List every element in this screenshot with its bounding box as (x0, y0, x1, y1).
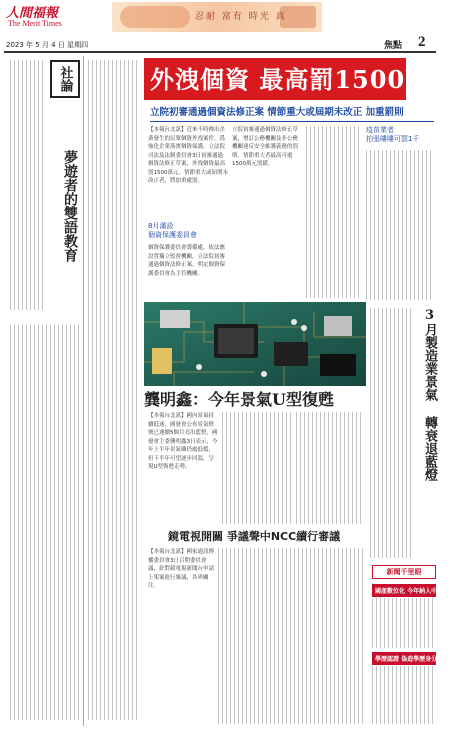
headline-rule (150, 121, 434, 122)
story3-headline: 鏡電視開關 爭議聲中NCC續行審議 (168, 530, 341, 543)
story2-paragraph: 【本報台北訊】國內景氣持續低迷，國發會公布景氣燈號已連續5個月亮出藍燈，國發會主委龔明鑫3日表示，今年上半年景氣雖仍處低檔，但下半年可望逐步回溫，呈現U型復甦走勢。 (148, 413, 218, 471)
dateline: 2023 年 5 月 4 日 星期四 (6, 41, 89, 49)
right-column-text (370, 308, 412, 558)
main-story-subhead-2: 疫苗業者 拍張嘍嘍可罰1千 (366, 126, 420, 144)
newspaper-logo: 人間福報 (6, 6, 59, 21)
main-story-paragraph-3: 立院初審通過個資法修正草案，增訂公務機關及非公務機關違反安全維護義務的罰則，情節重大者最高可處1500萬元罰鍰。 (232, 127, 299, 168)
circuit-board-photo (144, 302, 366, 386)
newspaper-logo-en: The Merit Times (8, 19, 62, 28)
main-story-paragraph-1: 【本報台北訊】近來不時傳出企業發生的民眾個資外洩案件，爲強化企業落實個資保護，立法院司法及法制委員會3日初審通過個資法修正草案，外洩個資最高罰1500萬元，情節重大或屆期未改正者，將加重處罰。 (148, 127, 228, 185)
main-headline: 外洩個資 最高罰1500萬元 (150, 65, 456, 94)
main-story-right-text (366, 150, 434, 300)
news-item-1-text (372, 598, 436, 648)
story2-headline: 龔明鑫：今年景氣U型復甦 (144, 390, 334, 409)
news-item-2-text (372, 666, 436, 724)
right-vertical-headline: 3月製造業景氣 轉衰退藍燈 (422, 308, 437, 481)
main-story-text-col (306, 126, 362, 298)
circuit-board-illustration (144, 302, 366, 386)
editorial-badge: 社論 (50, 60, 80, 98)
banner-decoration-left (120, 6, 190, 28)
section-label: 焦點 (384, 41, 403, 51)
editorial-title: 夢遊者的雙語教育 (62, 150, 78, 262)
main-subheadline: 立院初審通過個資法修正案 情節重大或屆期未改正 加重罰則 (150, 107, 404, 118)
news-badge-1: 國產數位化 今年納入中醫藥 (372, 584, 436, 597)
story2-text-col-2 (222, 412, 292, 524)
main-story-paragraph-2: 個資保護委員會籌備處，依法應設置獨立監督機關，立法院初審通過個資法修正案，明定個資保護委員會為主管機關。 (148, 245, 226, 277)
story3-text-block (218, 548, 364, 724)
editorial-text-block-1 (10, 60, 46, 310)
banner-text: 忍耐 富有 時光 真 (195, 12, 287, 22)
page-number: 2 (418, 34, 426, 50)
news-digest-box: 新聞千里眼 (372, 565, 436, 579)
news-badge-2: 學歷認證 偽造學歷身分證將嚴懲 (372, 652, 436, 665)
editorial-text-block-3 (88, 60, 140, 720)
story2-text-col-3 (296, 412, 364, 524)
main-story-subhead-1: 8月滿設 個資保護委員會 (148, 222, 197, 240)
masthead-rule (4, 51, 436, 53)
editorial-text-block-2 (10, 325, 80, 720)
story3-paragraph: 【本報台北訊】國家通訊傳播委員會3日召開委員會議，針對鏡電視新聞台申請上架案進行審議，各界關注。 (148, 549, 215, 590)
